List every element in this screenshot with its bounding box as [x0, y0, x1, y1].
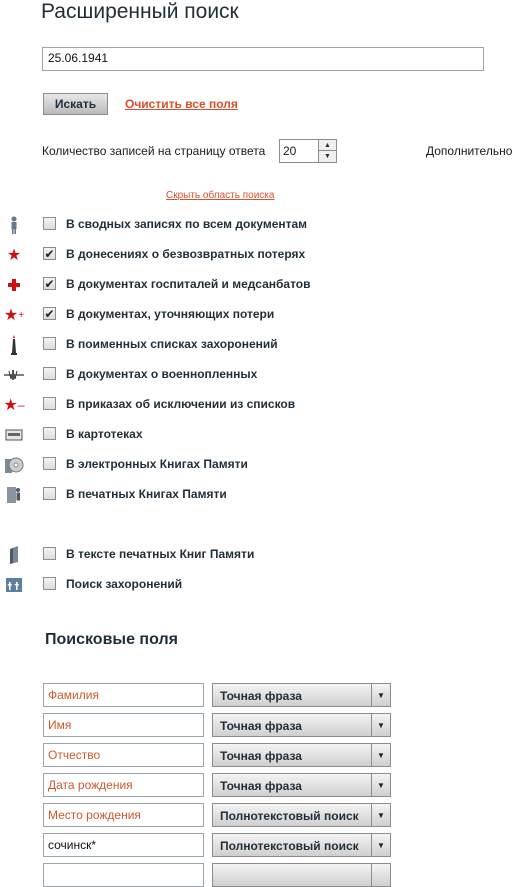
category-checkbox[interactable]	[43, 367, 56, 380]
search-field[interactable]	[43, 863, 204, 887]
category-row[interactable]	[0, 546, 486, 564]
match-mode-select[interactable]	[212, 773, 391, 797]
match-mode-value: Полнотекстовый поиск	[220, 809, 359, 823]
red-star-icon: ★	[6, 247, 22, 264]
per-page-stepper[interactable]	[279, 139, 337, 163]
category-checkbox[interactable]	[43, 547, 56, 560]
search-fields-title: Поисковые поля	[45, 631, 178, 648]
red-cross-icon	[3, 275, 25, 295]
category-row[interactable]	[0, 576, 486, 594]
search-field-row	[43, 803, 486, 827]
red-star-minus-icon: ★ –	[3, 397, 25, 414]
category-checkbox[interactable]: ✔	[44, 246, 55, 261]
chevron-down-icon[interactable]: ▼	[371, 744, 390, 766]
category-row[interactable]	[0, 336, 486, 354]
category-row[interactable]	[0, 216, 486, 234]
per-page-value[interactable]: 20	[279, 139, 319, 163]
search-query-input[interactable]: 25.06.1941	[42, 47, 484, 71]
category-checkbox[interactable]	[43, 487, 56, 500]
birth-date-field[interactable]: Дата рождения	[43, 773, 204, 797]
category-checkbox[interactable]	[43, 337, 56, 350]
stepper-up-icon[interactable]: ▲	[319, 140, 336, 151]
category-checkbox[interactable]	[43, 457, 56, 470]
category-label[interactable]: В картотеках	[66, 427, 143, 441]
search-field-row	[43, 713, 486, 737]
search-button[interactable]: Искать	[43, 93, 108, 115]
category-checkbox[interactable]: ✔	[44, 276, 55, 291]
match-mode-select[interactable]	[212, 803, 391, 827]
chevron-down-icon[interactable]: ▼	[371, 804, 390, 826]
category-checkbox[interactable]	[43, 427, 56, 440]
search-field-row	[43, 683, 486, 707]
hide-search-area-link[interactable]: Скрыть область поиска	[166, 190, 275, 201]
category-checkbox[interactable]	[43, 577, 56, 590]
category-label[interactable]: Поиск захоронений	[66, 577, 183, 591]
stepper-buttons[interactable]	[319, 139, 337, 163]
category-label[interactable]: В приказах об исключении из списков	[66, 397, 296, 411]
match-mode-value: Точная фраза	[220, 779, 302, 793]
match-mode-select[interactable]	[212, 713, 391, 737]
match-mode-value: Точная фраза	[220, 719, 302, 733]
category-label[interactable]: В документах о военнопленных	[66, 367, 258, 381]
extra-options-label[interactable]: Дополнительно	[426, 144, 512, 158]
match-mode-value: Полнотекстовый поиск	[220, 839, 359, 853]
chevron-down-icon[interactable]: ▼	[371, 684, 390, 706]
search-field-row	[43, 773, 486, 797]
page-title: Расширенный поиск	[41, 0, 239, 23]
category-label[interactable]: В документах, уточняющих потери	[66, 307, 275, 321]
category-label[interactable]: В печатных Книгах Памяти	[66, 487, 227, 501]
category-checkbox[interactable]	[43, 397, 56, 410]
first-name-field[interactable]: Имя	[43, 713, 204, 737]
chevron-down-icon[interactable]: ▼	[371, 714, 390, 736]
search-field-row	[43, 863, 486, 887]
category-label[interactable]: В сводных записях по всем документам	[66, 217, 308, 231]
match-mode-select[interactable]	[212, 683, 391, 707]
category-row[interactable]	[0, 486, 486, 504]
match-mode-select[interactable]	[212, 863, 391, 887]
book-icon	[3, 545, 25, 565]
category-row[interactable]	[0, 426, 486, 444]
surname-field[interactable]: Фамилия	[43, 683, 204, 707]
category-row[interactable]	[0, 276, 486, 294]
chevron-down-icon[interactable]: ▼	[371, 774, 390, 796]
category-label[interactable]: В поименных списках захоронений	[66, 337, 278, 351]
category-row[interactable]	[0, 396, 486, 414]
per-page-label: Количество записей на страницу ответа	[42, 144, 266, 158]
patronymic-field[interactable]: Отчество	[43, 743, 204, 767]
book-person-icon	[3, 485, 25, 505]
person-icon	[3, 215, 25, 235]
category-checkbox[interactable]: ✔	[44, 306, 55, 321]
stepper-down-icon[interactable]: ▼	[324, 153, 331, 160]
category-row[interactable]	[0, 366, 486, 384]
category-checkbox[interactable]	[43, 217, 56, 230]
red-star-plus-icon: ★ +	[3, 307, 25, 324]
search-field-row	[43, 743, 486, 767]
category-label[interactable]: В электронных Книгах Памяти	[66, 457, 248, 471]
match-mode-select[interactable]	[212, 743, 391, 767]
birth-place-field[interactable]: Место рождения	[43, 803, 204, 827]
burial-map-icon	[3, 575, 25, 595]
match-mode-value: Точная фраза	[220, 749, 302, 763]
category-row[interactable]	[0, 456, 486, 474]
text-search-field[interactable]: сочинск*	[43, 833, 204, 857]
category-label[interactable]: В донесениях о безвозвратных потерях	[66, 247, 306, 261]
category-row[interactable]	[0, 246, 486, 264]
category-row[interactable]	[0, 306, 486, 324]
category-label[interactable]: В документах госпиталей и медсанбатов	[66, 277, 311, 291]
barbed-wire-icon	[3, 365, 25, 385]
obelisk-icon	[3, 335, 25, 355]
clear-all-fields-link[interactable]: Очистить все поля	[125, 97, 238, 111]
match-mode-value: Точная фраза	[220, 689, 302, 703]
chevron-down-icon[interactable]	[371, 864, 390, 886]
chevron-down-icon[interactable]: ▼	[371, 834, 390, 856]
match-mode-select[interactable]	[212, 833, 391, 857]
card-file-icon	[3, 425, 25, 445]
search-field-row	[43, 833, 486, 857]
category-label[interactable]: В тексте печатных Книг Памяти	[66, 547, 255, 561]
cd-icon	[3, 455, 25, 475]
